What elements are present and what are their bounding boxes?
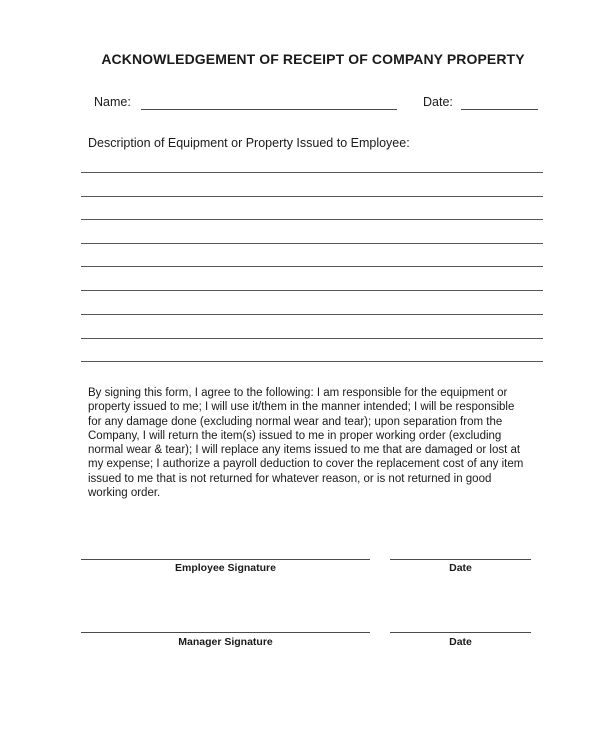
date-field[interactable]: [461, 109, 538, 110]
manager-signature-line[interactable]: [81, 632, 370, 633]
description-line[interactable]: [81, 172, 543, 173]
description-line[interactable]: [81, 243, 543, 244]
description-line[interactable]: [81, 219, 543, 220]
date-label: Date:: [423, 95, 453, 109]
name-label: Name:: [94, 95, 131, 109]
description-line[interactable]: [81, 290, 543, 291]
name-field[interactable]: [141, 109, 397, 110]
employee-signature-label: Employee Signature: [175, 562, 276, 574]
manager-date-line[interactable]: [390, 632, 531, 633]
description-line[interactable]: [81, 314, 543, 315]
description-label: Description of Equipment or Property Issued to Employee:: [88, 136, 410, 150]
description-line[interactable]: [81, 338, 543, 339]
employee-date-label: Date: [449, 562, 472, 574]
manager-signature-label: Manager Signature: [178, 636, 273, 648]
description-line[interactable]: [81, 361, 543, 362]
employee-signature-line[interactable]: [81, 559, 370, 560]
description-line[interactable]: [81, 196, 543, 197]
form-title: ACKNOWLEDGEMENT OF RECEIPT OF COMPANY PROPERTY: [101, 51, 525, 67]
description-line[interactable]: [81, 266, 543, 267]
employee-date-line[interactable]: [390, 559, 531, 560]
manager-date-label: Date: [449, 636, 472, 648]
agreement-paragraph: By signing this form, I agree to the following: I am responsible for the equipment or property issued to me; I will use it/them in the manner intended; I will be responsible for any damage done (excluding normal wear and tear); upon separation from the Company, I will return the item(s) issued to me in proper working order (excluding normal wear & tear); I will replace any items issued to me that are damaged or lost at my expense; I authorize a payroll deduction to cover the replacement cost of any item issued to me that is not returned for whatever reason, or is not returned in good working order.: [88, 387, 524, 500]
